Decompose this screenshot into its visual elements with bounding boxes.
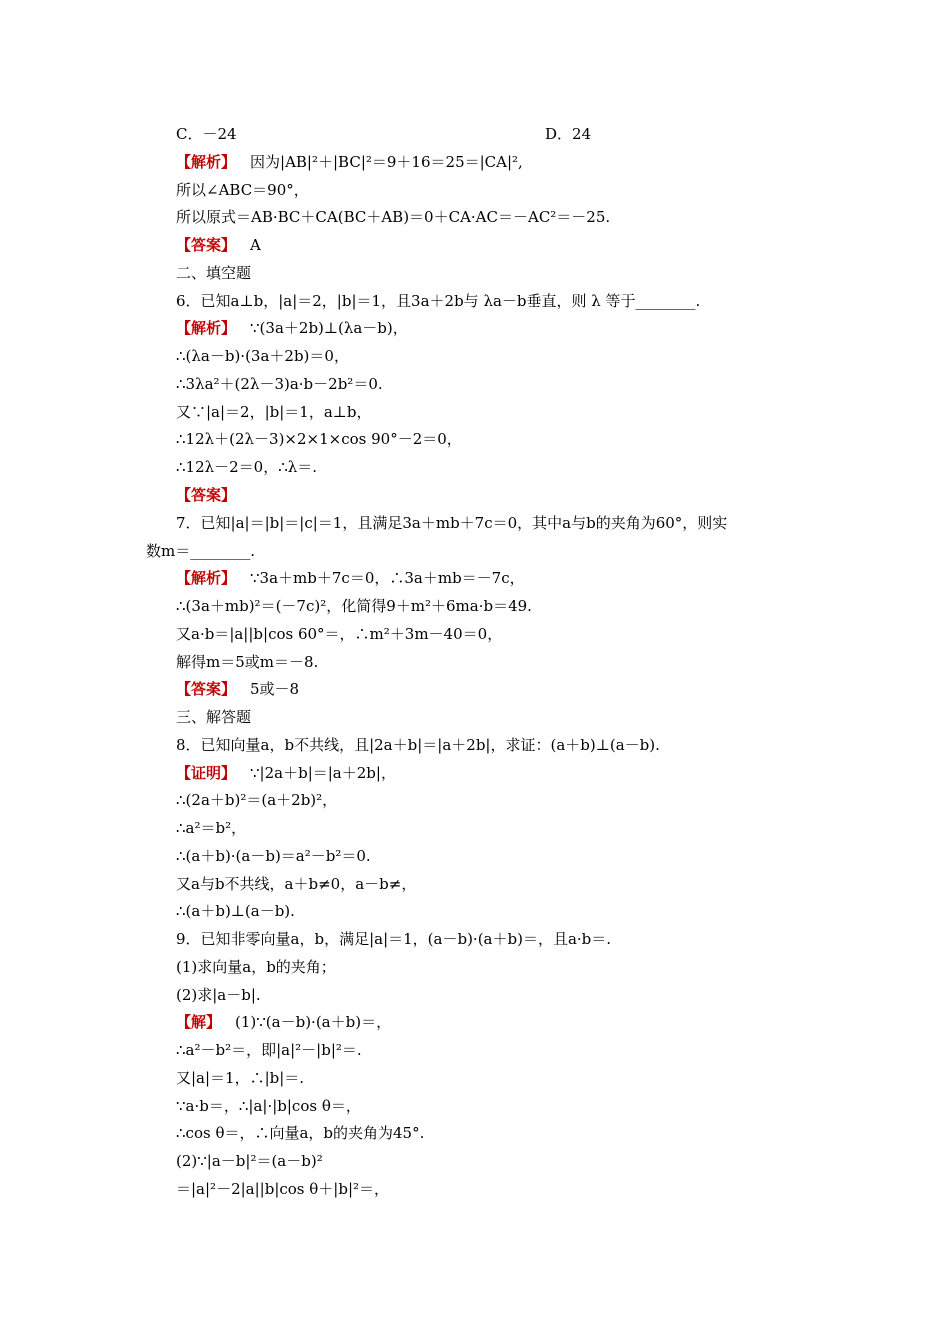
- section-tag: 【解析】: [176, 153, 237, 171]
- section-tag: 【答案】: [176, 236, 237, 254]
- section-tag: 【答案】: [176, 486, 237, 504]
- line-text: ∴(2a＋b)²＝(a＋2b)²，: [176, 791, 338, 809]
- text-line: [176, 513, 727, 533]
- line-text: 又∵|a|＝2，|b|＝1，a⊥b，: [176, 403, 372, 421]
- text-line: [176, 1012, 391, 1032]
- text-line: [176, 180, 309, 200]
- text-line: [176, 846, 371, 866]
- text-line: [176, 1096, 361, 1116]
- text-line: [176, 901, 295, 921]
- text-line: [176, 818, 246, 838]
- line-text: (1)∵(a－b)·(a＋b)＝，: [235, 1013, 392, 1031]
- text-line: [176, 374, 383, 394]
- line-text: ∴12λ＋(2λ－3)×2×1×cos 90°－2＝0，: [176, 430, 462, 448]
- text-line: [176, 207, 610, 227]
- text-line: [176, 763, 396, 783]
- line-text: 9．已知非零向量a，b，满足|a|＝1，(a－b)·(a＋b)＝，且a·b＝.: [176, 930, 612, 948]
- text-line: [176, 402, 372, 422]
- text-line: [176, 152, 523, 172]
- text-line: [176, 957, 336, 977]
- text-line: [176, 318, 408, 338]
- line-text: ∴(λa－b)·(3a＋2b)＝0，: [176, 347, 349, 365]
- text-line: [176, 429, 462, 449]
- text-line: [176, 596, 532, 616]
- line-text: ∴a²－b²＝，即|a|²－|b|²＝.: [176, 1041, 362, 1059]
- text-line: [176, 346, 349, 366]
- line-text: ∵(3a＋2b)⊥(λa－b)，: [250, 319, 408, 337]
- line-text: ∵|2a＋b|＝|a＋2b|，: [250, 764, 396, 782]
- line-text: ∴(3a＋mb)²＝(－7c)²，化简得9＋m²＋6ma·b＝49.: [176, 597, 532, 615]
- line-text: ∴(a＋b)·(a－b)＝a²－b²＝0.: [176, 847, 371, 865]
- line-text: ∵3a＋mb＋7c＝0，∴3a＋mb＝－7c，: [250, 569, 525, 587]
- line-text: (1)求向量a，b的夹角；: [176, 958, 336, 976]
- line-text: ∴(a＋b)⊥(a－b).: [176, 902, 295, 920]
- line-text: ＝|a|²－2|a||b|cos θ＋|b|²＝，: [176, 1180, 390, 1198]
- text-line: [176, 1179, 389, 1199]
- text-line: [176, 124, 237, 144]
- section-tag: 【解析】: [176, 569, 237, 587]
- line-text: 又|a|＝1，∴|b|＝.: [176, 1069, 305, 1087]
- section-tag: 【解】: [176, 1013, 222, 1031]
- line-text: 三、解答题: [176, 708, 252, 726]
- text-line: [176, 652, 318, 672]
- line-text: 所以∠ABC＝90°，: [176, 181, 309, 199]
- line-text: 所以原式＝AB·BC＋CA(BC＋AB)＝0＋CA·AC＝－AC²＝－25.: [176, 208, 611, 226]
- text-line: [176, 929, 611, 949]
- text-line: [176, 457, 317, 477]
- text-line: [176, 707, 251, 727]
- line-text: 又a与b不共线，a＋b≠0，a－b≠，: [176, 875, 417, 893]
- text-line: [176, 485, 250, 505]
- text-line: [176, 790, 337, 810]
- text-line: [176, 291, 700, 311]
- line-text: (2)∵|a－b|²＝(a－b)²: [176, 1152, 323, 1170]
- line-text: 二、填空题: [176, 264, 252, 282]
- line-text: 7．已知|a|＝|b|＝|c|＝1，且满足3a＋mb＋7c＝0，其中a与b的夹角为60°，则实: [176, 514, 728, 532]
- line-text: (2)求|a－b|.: [176, 986, 261, 1004]
- line-text: 5或－8: [250, 680, 300, 698]
- line-text: A: [250, 236, 261, 254]
- line-text: ∴cos θ＝，∴向量a，b的夹角为45°.: [176, 1124, 425, 1142]
- section-tag: 【答案】: [176, 680, 237, 698]
- section-tag: 【解析】: [176, 319, 237, 337]
- text-line: [176, 624, 502, 644]
- section-tag: 【证明】: [176, 764, 237, 782]
- line-text: 又a·b＝|a||b|cos 60°＝，∴m²＋3m－40＝0，: [176, 625, 503, 643]
- line-text: 6．已知a⊥b，|a|＝2，|b|＝1，且3a＋2b与 λa－b垂直，则 λ 等于________.: [176, 292, 701, 310]
- text-line: [176, 735, 660, 755]
- text-line: [176, 263, 251, 283]
- text-line: [176, 1151, 323, 1171]
- line-text: 因为|AB|²＋|BC|²＝9＋16＝25＝|CA|²,: [250, 153, 523, 171]
- text-line: [146, 541, 255, 561]
- text-line: [545, 124, 591, 144]
- text-line: [176, 874, 416, 894]
- line-text: D．24: [545, 125, 592, 143]
- text-line: [176, 1068, 304, 1088]
- line-text: ∴3λa²＋(2λ－3)a·b－2b²＝0.: [176, 375, 383, 393]
- line-text: 数m＝________.: [146, 542, 255, 560]
- line-text: C．－24: [176, 125, 237, 143]
- line-text: 8．已知向量a，b不共线，且|2a＋b|＝|a＋2b|，求证：(a＋b)⊥(a－b).: [176, 736, 660, 754]
- line-text: ∴12λ－2＝0，∴λ＝.: [176, 458, 318, 476]
- text-line: [176, 235, 261, 255]
- text-line: [176, 1040, 362, 1060]
- text-line: [176, 568, 525, 588]
- line-text: 解得m＝5或m＝－8.: [176, 653, 319, 671]
- text-line: [176, 985, 261, 1005]
- line-text: ∵a·b＝，∴|a|·|b|cos θ＝，: [176, 1097, 361, 1115]
- line-text: ∴a²＝b²，: [176, 819, 247, 837]
- text-line: [176, 1123, 424, 1143]
- text-line: [176, 679, 299, 699]
